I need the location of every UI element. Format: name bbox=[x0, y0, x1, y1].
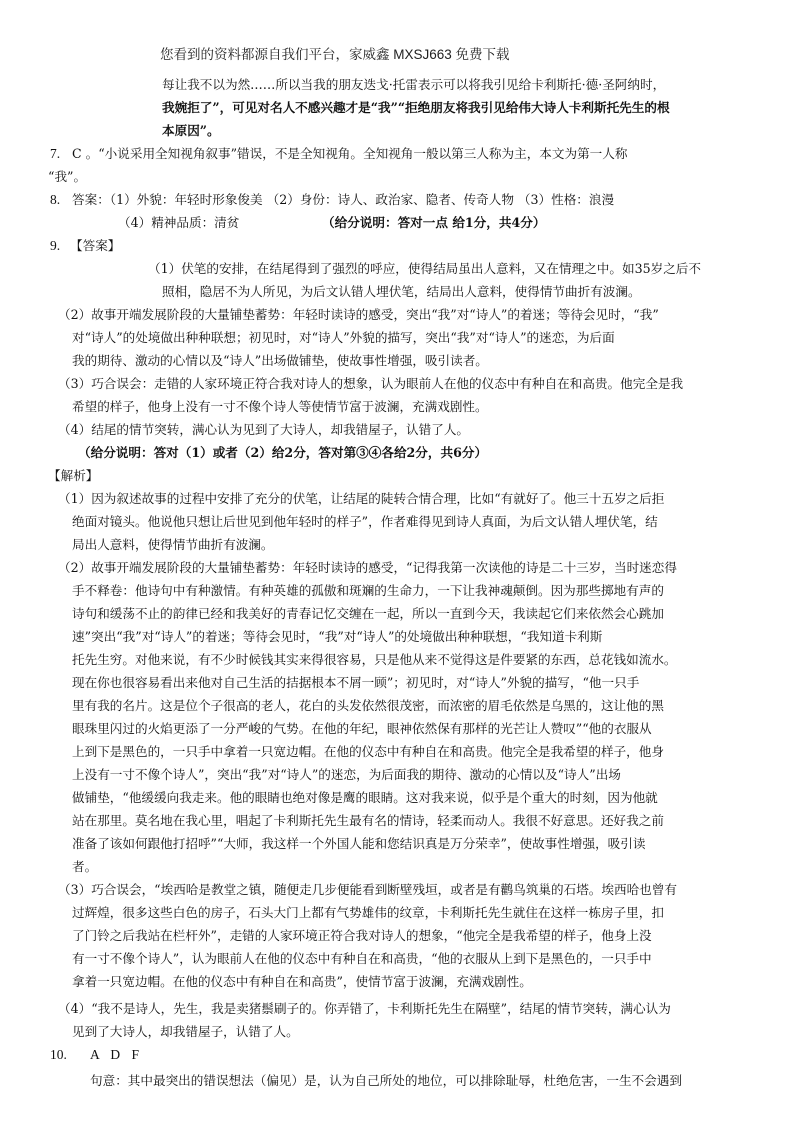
q9-analysis-tag: 【解析】 bbox=[48, 468, 99, 483]
q9-analysis-line-4: （2）故事开端发展阶段的大量铺垫蓄势：年轻时读诗的感受，“记得我第一次读他的诗是二十三岁，当时迷恋得 bbox=[58, 560, 677, 575]
q7-number: 7. bbox=[50, 146, 61, 161]
q9-answer-line-7: 希望的样子，他身上没有一寸不像个诗人等使情节富于波澜，充满戏剧性。 bbox=[72, 399, 488, 414]
q9-analysis-line-14: 做铺垫，“他缓缓向我走来。他的眼睛也绝对像是鹰的眼睛。这对我来说，似乎是个重大的时刻，因为他就 bbox=[72, 790, 658, 805]
q9-analysis-line-17: 者。 bbox=[72, 859, 98, 874]
q9-analysis-line-20: 了门铃之后我站在栏杆外”，走错的人家环境正符合我对诗人的想象，“他完全是我希望的样子，他身上没 bbox=[72, 928, 652, 943]
q9-analysis-line-13: 上没有一寸不像个诗人”，突出“我”对“诗人”的迷恋，为后面我的期待、激动的心情以及“诗人”出场 bbox=[72, 767, 621, 782]
q9-analysis-line-3: 局出人意料，使得情节曲折有波澜。 bbox=[72, 537, 274, 552]
q9-analysis-line-1: （1）因为叙述故事的过程中安排了充分的伏笔，让结尾的陡转合情合理，比如“有就好了。他三十五岁之后拒 bbox=[58, 491, 665, 506]
q9-analysis-line-7: 速”突出“我”对“诗人”的着迷；等待会见时，“我”对“诗人”的处境做出种种联想，“我知道卡利斯 bbox=[72, 629, 603, 644]
q9-analysis-line-16: 准备了该如何跟他打招呼”“大师，我这样一个外国人能和您结识真是万分荣幸”，使故事性增强，吸引读 bbox=[72, 836, 646, 851]
q8-number: 8. bbox=[50, 192, 61, 207]
intro-line-3: 本原因”。 bbox=[162, 123, 220, 138]
q9-analysis-line-6: 诗句和缓荡不止的韵律已经和我美好的青春记忆交缠在一起，所以一直到今天，我读起它们来依然会心跳加 bbox=[72, 606, 664, 621]
q9-analysis-line-12: 上到下是黑色的，一只手中拿着一只宽边帽。在他的仪态中有种自在和高贵。他完全是我希望的样子，他身 bbox=[72, 744, 664, 759]
q9-analysis-line-10: 里有我的名片。这是位个子很高的老人，花白的头发依然很茂密，而浓密的眉毛依然是乌黑的，这让他的黑 bbox=[72, 698, 664, 713]
q9-analysis-line-18: （3）巧合误会，“埃西哈是教堂之镇，随便走几步便能看到断壁残垣，或者是有鹳鸟筑巢的石塔。埃西哈也曾有 bbox=[58, 882, 677, 897]
q8-scoring: （给分说明：答对一点 给1分，共4分） bbox=[322, 215, 546, 230]
q9-analysis-line-11: 眼珠里闪过的火焰更添了一分严峻的气势。在他的年纪，眼神依然保有那样的光芒让人赞叹”“他的衣服从 bbox=[72, 721, 652, 736]
intro-line-2: 我婉拒了”，可见对名人不感兴趣才是“我”“拒绝朋友将我引见给伟大诗人卡利斯托先生的根 bbox=[162, 100, 670, 115]
q9-answer-tag: 【答案】 bbox=[70, 238, 121, 253]
q9-analysis-line-19: 过辉煌，很多这些白色的房子，石头大门上都有气势雄伟的纹章，卡利斯托先生就住在这样一栋房子里，扣 bbox=[72, 905, 664, 920]
q10-options: A D F bbox=[90, 1047, 140, 1062]
q9-analysis-line-5: 手不释卷：他诗句中有种激情。有种英雄的孤傲和斑斓的生命力，一下让我神魂颠倒。因为那些掷地有声的 bbox=[72, 583, 664, 598]
q10-number: 10. bbox=[50, 1047, 67, 1062]
q9-answer-line-6: （3）巧合误会：走错的人家环境正符合我对诗人的想象，认为眼前人在他的仪态中有种自在和高贵。他完全是我 bbox=[58, 376, 684, 391]
q7-line-1: C 。“小说采用全知视角叙事”错误，不是全知视角。全知视角一般以第三人称为主，本文为第一人称 bbox=[72, 146, 628, 161]
q9-answer-line-5: 我的期待、激动的心情以及“诗人”出场做铺垫，使故事性增强，吸引读者。 bbox=[72, 353, 488, 368]
q9-answer-line-2: 照相，隐居不为人所见，为后文认错人埋伏笔，结局出人意料，使得情节曲折有波澜。 bbox=[162, 284, 641, 299]
q9-analysis-line-24: 见到了大诗人，却我错屋子，认错了人。 bbox=[72, 1024, 299, 1039]
intro-line-1: 每让我不以为然……所以当我的朋友迭戈·托雷表示可以将我引见给卡利斯托·德·圣阿纳时， bbox=[162, 77, 666, 92]
q9-analysis-line-2: 绝面对镜头。他说他只想让后世见到他年轻时的样子”，作者难得见到诗人真面，为后文认错人埋伏笔，结 bbox=[72, 514, 658, 529]
q9-number: 9. bbox=[50, 238, 61, 253]
q9-answer-scoring: （给分说明：答对（1）或者（2）给2分，答对第③④各给2分，共6分） bbox=[78, 445, 488, 460]
q9-answer-line-4: 对“诗人”的处境做出种种联想；初见时，对“诗人”外貌的描写，突出“我”对“诗人”的迷恋，为后面 bbox=[72, 330, 615, 345]
q9-analysis-line-8: 托先生穷。对他来说，有不少时候钱其实来得很容易，只是他从来不觉得这是件要紧的东西，总花钱如流水。 bbox=[72, 652, 677, 667]
q9-answer-line-8: （4）结尾的情节突转，满心认为见到了大诗人，却我错屋子，认错了人。 bbox=[58, 422, 470, 437]
q9-analysis-line-15: 站在那里。莫名地在我心里，唱起了卡利斯托先生最有名的情诗，轻柔而动人。我很不好意思。还好我之前 bbox=[72, 813, 664, 828]
q9-analysis-line-9: 现在你也很容易看出来他对自己生活的拮据根本不屑一顾”；初见时，对“诗人”外貌的描写，“他一只手 bbox=[72, 675, 640, 690]
q9-answer-line-1: （1）伏笔的安排，在结尾得到了强烈的呼应，使得结局虽出人意料，又在情理之中。如35岁之后不 bbox=[148, 261, 701, 276]
q9-analysis-line-21: 有一寸不像个诗人”，认为眼前人在他的仪态中有种自在和高贵，“他的衣服从上到下是黑色的，一只手中 bbox=[72, 951, 652, 966]
header-banner: 您看到的资料都源自我们平台，家威鑫 MXSJ663 免费下载 bbox=[160, 47, 510, 62]
q9-answer-line-3: （2）故事开端发展阶段的大量铺垫蓄势：年轻时读诗的感受，突出“我”对“诗人”的着迷；等待会见时，“我” bbox=[58, 307, 659, 322]
q9-analysis-line-22: 拿着一只宽边帽。在他的仪态中有种自在和高贵”，使情节富于波澜，充满戏剧性。 bbox=[72, 974, 532, 989]
q7-line-2: “我”。 bbox=[48, 169, 87, 184]
q8-line-2: （4）精神品质：清贫 bbox=[118, 215, 240, 230]
q8-line-1: 答案：（1）外貌：年轻时形象俊美 （2）身份：诗人、政治家、隐者、传奇人物 （3）性格：浪漫 bbox=[72, 192, 615, 207]
q10-line-1: 句意：其中最突出的错误想法（偏见）是，认为自己所处的地位，可以排除耻辱，杜绝危害，一生不会遇到 bbox=[90, 1073, 682, 1088]
q9-analysis-line-23: （4）“我不是诗人，先生，我是卖猪鬃刷子的。你弄错了，卡利斯托先生在隔壁”，结尾的情节突转，满心认为 bbox=[58, 1001, 671, 1016]
